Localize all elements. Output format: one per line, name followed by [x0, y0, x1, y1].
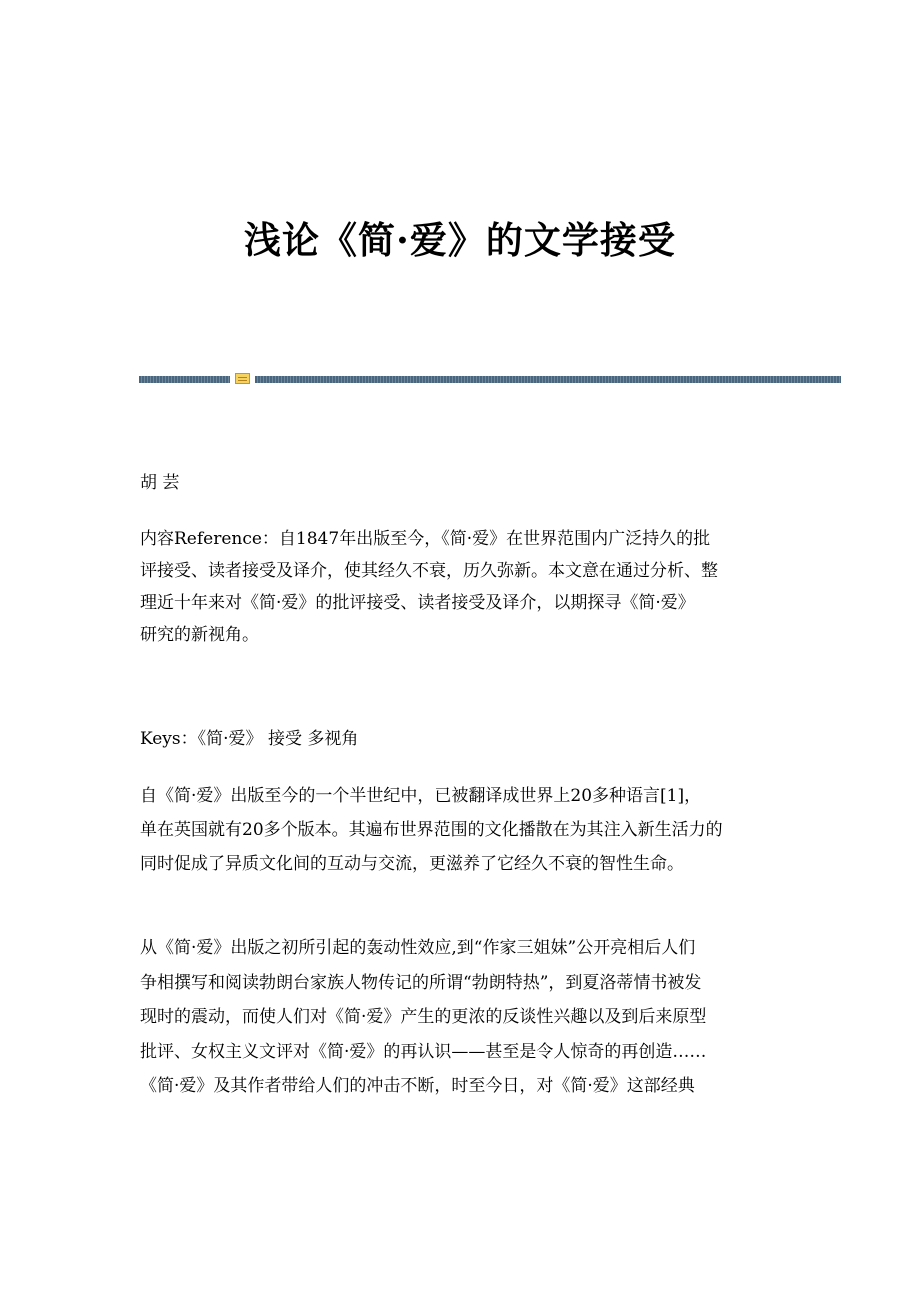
body-paragraph-1	[140, 779, 785, 881]
paragraph-line: 自《简·爱》出版至今的一个半世纪中，已被翻译成世界上20多种语言[1]，	[140, 786, 702, 806]
keywords: Keys：《简·爱》 接受 多视角	[140, 729, 359, 749]
document-title: 浅论《简·爱》的文学接受	[244, 218, 676, 262]
paragraph-line: 争相撰写和阅读勃朗台家族人物传记的所谓“勃朗特热”，到夏洛蒂情书被发	[140, 972, 702, 993]
paragraph-line: 同时促成了异质文化间的互动与交流，更滋养了它经久不衰的智性生命。	[140, 854, 684, 874]
paragraph-line: 批评、女权主义文评对《简·爱》的再认识——甚至是令人惊奇的再创造……	[140, 1041, 707, 1062]
author-name: 胡 芸	[140, 473, 180, 493]
title-divider	[139, 372, 841, 386]
abstract	[140, 523, 785, 651]
divider-bar-left	[139, 376, 230, 383]
paragraph-line: 单在英国就有20多个版本。其遍布世界范围的文化播散在为其注入新生活力的	[140, 820, 723, 840]
paragraph-line: 现时的震动，而使人们对《简·爱》产生的更浓的反谈性兴趣以及到后来原型	[140, 1007, 707, 1027]
abstract-line: 研究的新视角。	[140, 625, 259, 645]
abstract-line: 评接受、读者接受及译介，使其经久不衰，历久弥新。本文意在通过分析、整	[140, 561, 718, 581]
paragraph-line: 《简·爱》及其作者带给人们的冲击不断，时至今日，对《简·爱》这部经典	[140, 1076, 695, 1096]
body-paragraph-2	[140, 931, 785, 1104]
divider-bar-right	[255, 376, 841, 383]
abstract-line: 内容Reference：自1847年出版至今，《简·爱》在世界范围内广泛持久的批	[140, 529, 711, 549]
paragraph-line: 从《简·爱》出版之初所引起的轰动性效应,到“作家三姐妹”公开亮相后人们	[140, 938, 696, 958]
abstract-line: 理近十年来对《简·爱》的批评接受、读者接受及译介，以期探寻《简·爱》	[140, 593, 695, 613]
envelope-icon	[235, 373, 250, 384]
